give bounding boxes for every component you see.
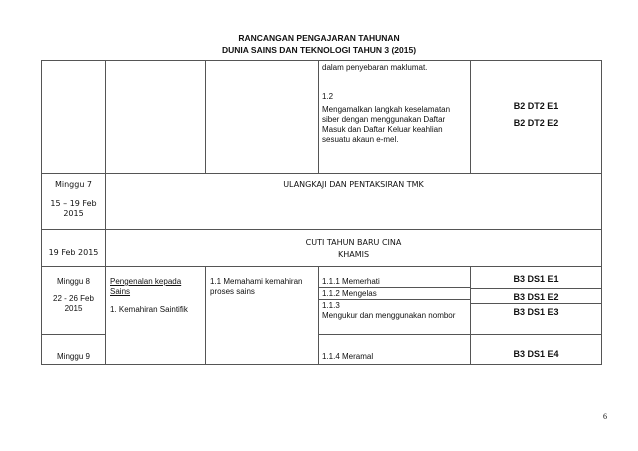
learning-standard: 1.1.4 Meramal [322, 352, 374, 361]
table-row [42, 230, 602, 267]
week-label: Minggu 8 [57, 277, 90, 286]
standard-number: 1.2 [322, 92, 334, 101]
holiday-day: KHAMIS [337, 250, 370, 259]
holiday-name: CUTI TAHUN BARU CINA [305, 238, 402, 247]
theme-cell [106, 61, 206, 174]
activity-cell [106, 230, 602, 267]
week-cell [42, 267, 106, 335]
band-code: B2 DT2 E2 [513, 118, 559, 129]
document-subtitle: DUNIA SAINS DAN TEKNOLOGI TAHUN 3 (2015) [221, 45, 417, 55]
week-cell [42, 230, 106, 267]
table-row [42, 174, 602, 230]
week-dates: 22 - 26 Feb 2015 [53, 294, 94, 313]
week-cell [42, 61, 106, 174]
document-title: RANCANGAN PENGAJARAN TAHUNAN [238, 33, 400, 43]
content-standard-cell [206, 267, 319, 365]
activity-text: ULANGKAJI DAN PENTAKSIRAN TMK [283, 180, 424, 189]
performance-band-cell [471, 267, 602, 335]
week-label: Minggu 9 [57, 352, 90, 361]
holiday-date: 19 Feb 2015 [48, 248, 99, 257]
band-code: B2 DT2 E1 [513, 101, 559, 111]
learning-standard: Mengukur dan menggunakan nombor [322, 311, 456, 320]
band-code: B3 DS1 E1 [513, 274, 559, 284]
theme-title: Pengenalan kepada Sains [110, 277, 182, 296]
band-code: B3 DS1 E3 [471, 303, 601, 318]
unit-title: 1. Kemahiran Saintifik [110, 305, 188, 314]
activity-cell [106, 174, 602, 230]
week-cell [42, 335, 106, 365]
week-dates: 15 – 19 Feb 2015 [50, 199, 97, 218]
content-standard-cell [206, 61, 319, 174]
standard-text: dalam penyebaran maklumat. [322, 63, 428, 72]
lesson-plan-table [41, 60, 602, 365]
content-standard-text: 1.1 Memahami kemahiran proses sains [210, 277, 303, 296]
week-cell [42, 174, 106, 230]
learning-standard-cell [319, 335, 471, 365]
table-row [42, 267, 602, 335]
band-code: B3 DS1 E2 [471, 288, 601, 303]
table-row [42, 61, 602, 174]
learning-standard-cell [319, 61, 471, 174]
learning-standard: 1.1.2 Mengelas [319, 287, 470, 299]
page-number: 6 [603, 412, 607, 421]
theme-cell [106, 267, 206, 365]
learning-standard-cell [319, 267, 471, 335]
learning-standard: 1.1.1 Memerhati [322, 277, 380, 286]
performance-band-cell [471, 335, 602, 365]
learning-standard-number: 1.1.3 [322, 301, 340, 310]
standard-text: Mengamalkan langkah keselamatan siber dengan menggunakan Daftar Masuk dan Daftar Keluar keahlian sesuatu akaun e-mel. [322, 105, 451, 144]
performance-band-cell [471, 61, 602, 174]
band-code: B3 DS1 E4 [513, 348, 559, 359]
week-label: Minggu 7 [54, 180, 93, 189]
